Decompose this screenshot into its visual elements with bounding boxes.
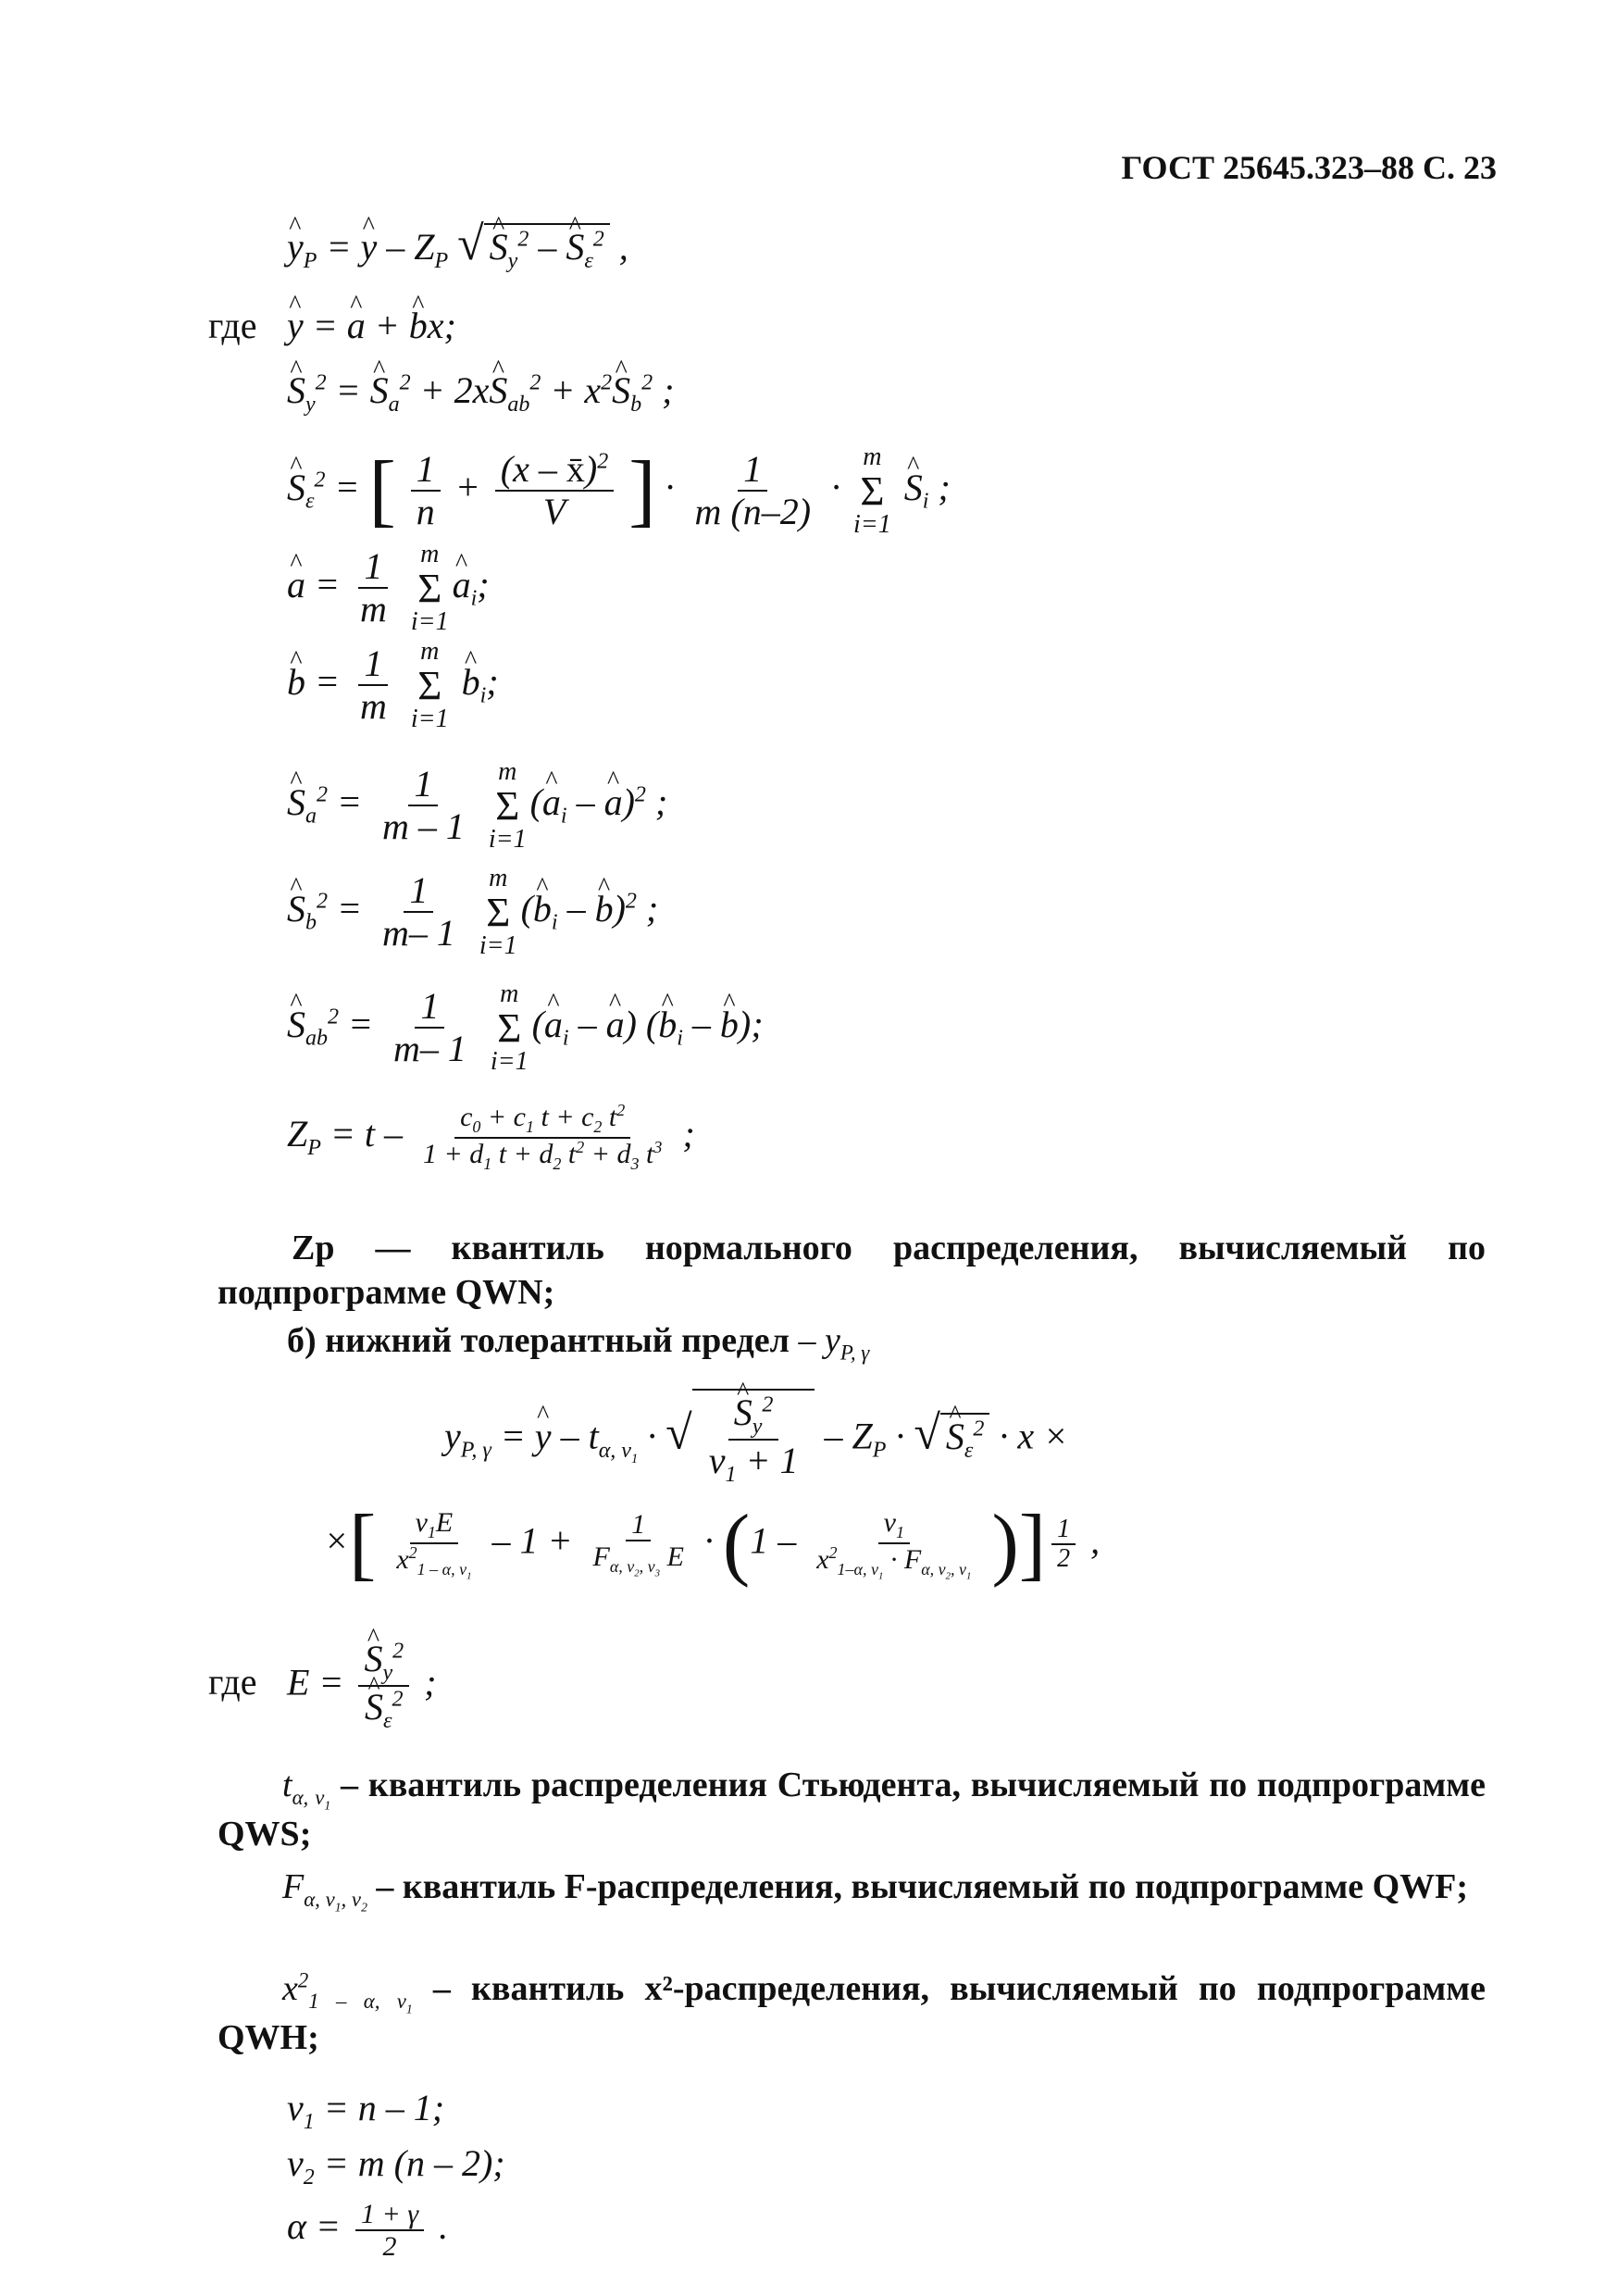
formula-b: ^ b = $\frac{1}{m}$ m Σ i=1 ^ $b_i$;: [287, 639, 499, 732]
formula-nu2: $\nu_2 = m$ (n – 2);: [287, 2142, 505, 2190]
desc-f: $F_{\alpha, \nu_1, \nu_2}$ – квантиль F-распределения, вычисляемый по подпрограмме QWF;: [282, 1867, 1469, 1915]
formula-zp: $Z_P = t$ – $\frac{c_0 + c_1 t + c_2 t^2}{1 + d_1 t + d_2 t^2 + d_3 t^3}$ ;: [287, 1101, 695, 1173]
desc-chi-text: – квантиль x²-распределения, вычисляемый по подпрограмме QWH;: [218, 1969, 1486, 2058]
desc-t-text: – квантиль распределения Стьюдента, вычисляемый по подпрограмме QWS;: [218, 1766, 1486, 1854]
formula-yp: ^ $y_P$ = ^ y – $Z_P$ √^ $S_y^2$ – ^ $S_\varepsilon^2$ ,: [287, 218, 628, 273]
formula-y: ^ y = ^ a + ^ bx;: [287, 306, 456, 346]
desc-chi: $x^2_{1 - \alpha, \nu_1}$ – квантиль x²-распределения, вычисляемый по подпрограмме QWH;: [218, 1968, 1486, 2058]
formula-sa: ^ $S_a^2$ = $\frac{1}{m - 1}$ m Σ i=1 (^ $a_i$ – ^ a)$^2$ ;: [287, 759, 667, 853]
formula-se: ^ $S_\varepsilon^2$ = [ $\frac{1}{n}$ + $\frac{(x - x̄)^2}{V}$ ] · $\frac{1}{m (n-2)}$ · m Σ i=1 ^ $S_i$ ;: [287, 444, 951, 538]
formula-nu1: $\nu_1 = n - 1$;: [287, 2087, 445, 2134]
formula-ypg-line2: ×[ $\frac{\nu_1E}{x^2_{1 - \alpha, \nu_1}}$ – 1 + $\frac{1}{F_{\alpha, \nu_2, \nu_3} E}$ · (1 – $\frac{\nu_1}{x^2_{1-\alpha, \nu_1} \cdot F_{\alpha, \nu_2, \nu_1}}$ )] $\frac{1}{2}$ ,: [324, 1499, 1101, 1589]
formula-a: ^ a = $\frac{1}{m}$ m Σ i=1 ^ $a_i$;: [287, 542, 490, 635]
desc-zp: Zp — квантиль нормального распределения, вычисляемый по подпрограмме QWN;: [218, 1229, 1486, 1312]
desc-f-text: – квантиль F-распределения, вычисляемый по подпрограмме QWF;: [376, 1867, 1469, 1906]
formula-e: E = ^ $S_y^2$ ^ $S_\varepsilon^2$ ;: [287, 1639, 436, 1734]
formula-sy: ^ $S_y^2$ = ^ $S_a^2$ + 2x^ $S_{ab}^2$ + $x^2\^{}$ $S_b^2$ ;: [287, 370, 674, 417]
formula-alpha: α = $\frac{1 + \gamma}{2}$ .: [287, 2199, 449, 2262]
desc-t: $t_{\alpha, \nu_1}$ – квантиль распределения Стьюдента, вычисляемый по подпрограмме QWS;: [218, 1766, 1486, 1854]
formula-sab: ^ $S_{ab}^2$ = $\frac{1}{m- 1}$ m Σ i=1 (^ $a_i$ – ^ a) (^ $b_i$ – ^ b);: [287, 981, 764, 1075]
item-b: б) нижний толерантный предел – $y_{P, \gamma}$: [287, 1321, 870, 1365]
formula-ypg-line1: $y_{P, \gamma}$ = ^ y – $t_{\alpha, \nu_1}$ · √ ^ $\frac{S_y^2}{\nu_1 + 1}$ – $Z_P$ · √^ $S_\varepsilon^2 \cdot x$ ×: [444, 1389, 1068, 1488]
item-b-text: б) нижний толерантный предел: [287, 1321, 790, 1360]
where-label-2: где: [208, 1661, 257, 1703]
formula-sb: ^ $S_b^2$ = $\frac{1}{m- 1}$ m Σ i=1 (^ $b_i$ – ^ b)$^2$ ;: [287, 866, 658, 959]
page-header: ГОСТ 25645.323–88 С. 23: [1121, 149, 1497, 186]
where-label: где: [208, 305, 257, 346]
